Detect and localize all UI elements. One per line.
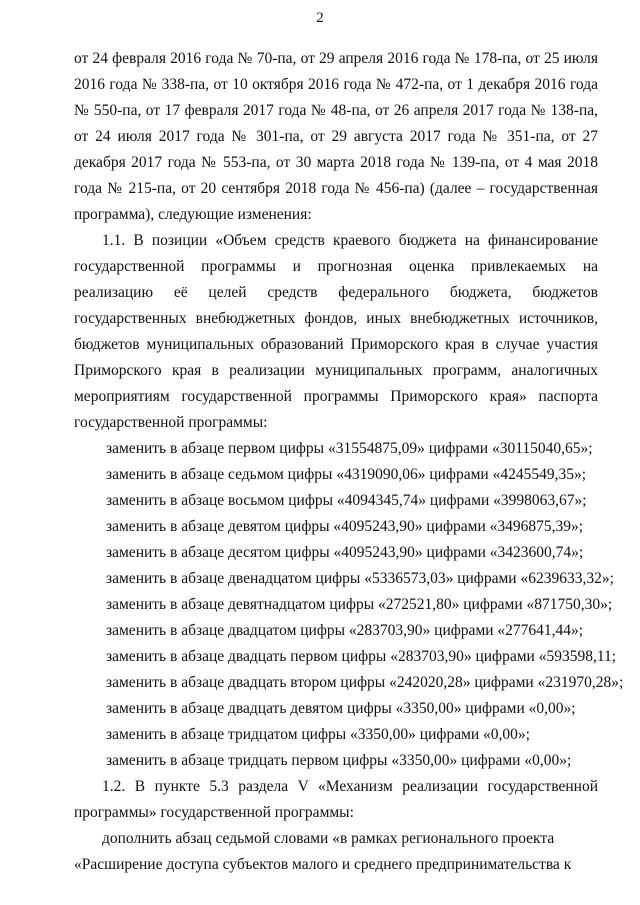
replacement-item: заменить в абзаце девятнадцатом цифры «272521,80» цифрами «871750,30»;	[106, 596, 613, 613]
document-body	[74, 46, 624, 878]
replacement-item: заменить в абзаце двадцать втором цифры «242020,28» цифрами «231970,28»;	[106, 674, 624, 691]
replacement-item: заменить в абзаце двадцать девятом цифры «3350,00» цифрами «0,00»;	[106, 700, 576, 717]
page-number: 2	[316, 10, 324, 26]
section-1-2-paragraph: 1.2. В пункте 5.3 раздела V «Механизм реализации государственной программы» государственной программы:	[74, 778, 598, 821]
replacement-item: заменить в абзаце десятом цифры «4095243,90» цифрами «3423600,74»;	[106, 544, 584, 561]
replacement-item: заменить в абзаце восьмом цифры «4094345,74» цифрами «3998063,67»;	[106, 492, 587, 509]
replacement-item: заменить в абзаце первом цифры «31554875,09» цифрами «30115040,65»;	[106, 440, 593, 457]
intro-paragraph: от 24 февраля 2016 года № 70-па, от 29 апреля 2016 года № 178-па, от 25 июля 2016 года № 338-па, от 10 октября 2016 года № 472-па, от 1 декабря 2016 года № 550-па, от 17 февраля 2017 года № 48-па, от 26 апреля 2017 года № 138-па, от 24 июля 2017 года № 301-па, от 29 августа 2017 года № 351-па, от 27 декабря 2017 года № 553-па, от 30 марта 2018 года № 139-па, от 4 мая 2018 года № 215-па, от 20 сентября 2018 года № 456-па) (далее – государственная программа), следующие изменения:	[74, 50, 598, 223]
replacement-item: заменить в абзаце седьмом цифры «4319090,06» цифрами «4245549,35»;	[106, 466, 587, 483]
replacement-item: заменить в абзаце тридцать первом цифры «3350,00» цифрами «0,00»;	[106, 752, 572, 769]
section-1-1-paragraph: 1.1. В позиции «Объем средств краевого бюджета на финансирование государственной программы и прогнозная оценка привлекаемых на реализацию её целей средств федерального бюджета, бюджетов государственных внебюджетных фондов, иных внебюджетных источников, бюджетов муниципальных образований Приморского края в случае участия Приморского края в реализации муниципальных программ, аналогичных мероприятиям государственной программы Приморского края» паспорта государственной программы:	[74, 232, 598, 431]
replacement-item: заменить в абзаце двенадцатом цифры «5336573,03» цифрами «6239633,32»;	[106, 570, 614, 587]
replacement-item: заменить в абзаце двадцать первом цифры «283703,90» цифрами «593598,11;	[106, 648, 617, 665]
replacement-item: заменить в абзаце двадцатом цифры «283703,90» цифрами «277641,44»;	[106, 622, 584, 639]
replacement-item: заменить в абзаце девятом цифры «4095243,90» цифрами «3496875,39»;	[106, 518, 584, 535]
addition-line-2: «Расширение доступа субъектов малого и среднего предпринимательства к	[74, 856, 572, 873]
replacement-list	[74, 436, 624, 774]
addition-line-1: дополнить абзац седьмой словами «в рамках регионального проекта	[102, 830, 555, 847]
replacement-item: заменить в абзаце тридцатом цифры «3350,00» цифрами «0,00»;	[106, 726, 530, 743]
